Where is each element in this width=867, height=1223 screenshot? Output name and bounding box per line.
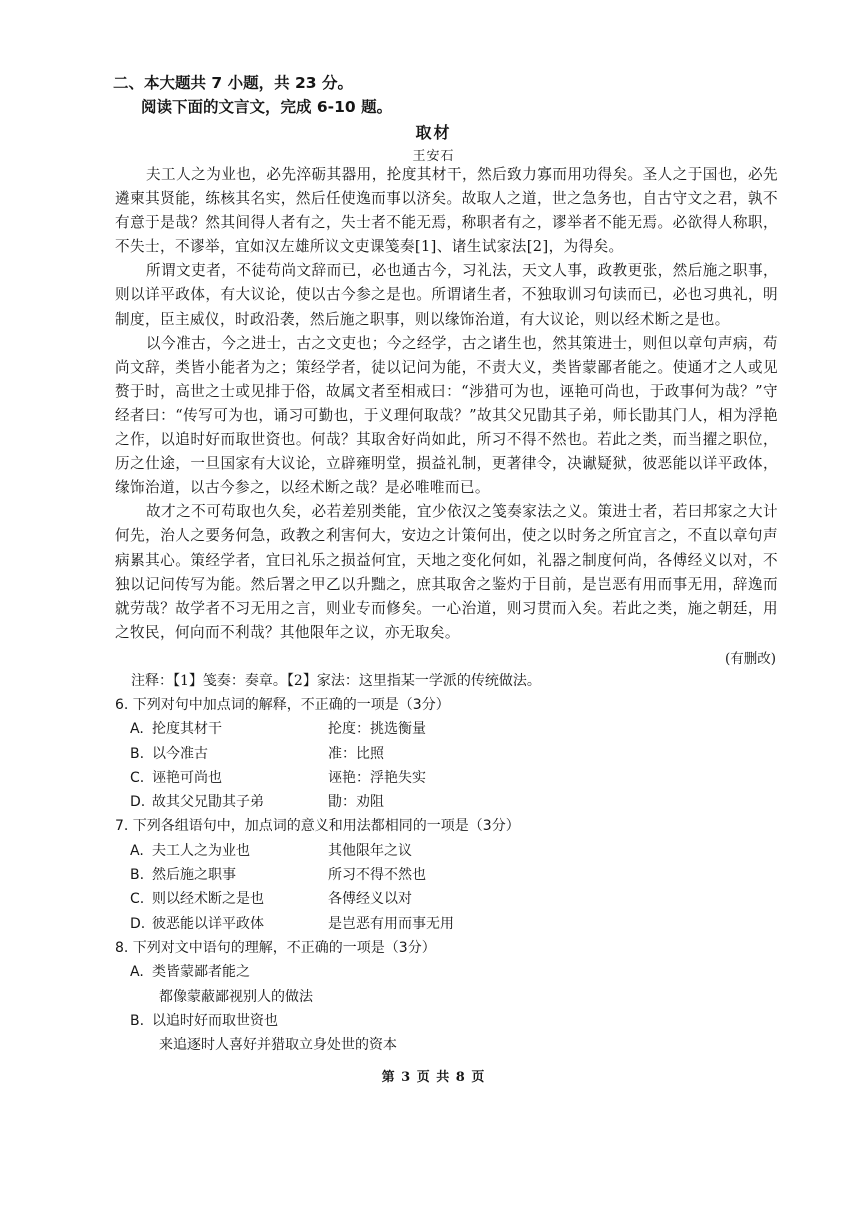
question-6-option-a[interactable] (115, 717, 755, 741)
option-gloss: 准：比照 (328, 745, 384, 762)
option-pair-sentence: 所习不得不然也 (328, 867, 426, 884)
question-7-option-c[interactable] (115, 887, 755, 911)
option-letter: B. (130, 745, 145, 762)
option-sentence: 故其父兄勖其子弟 (152, 794, 264, 811)
option-letter: A. (130, 721, 144, 738)
page-number: 第 3 页 共 8 页 (381, 1070, 486, 1085)
option-sentence: 诬艳可尚也 (152, 769, 222, 786)
passage-body (115, 163, 778, 645)
passage-author: 王安石 (412, 149, 455, 164)
question-7-option-b[interactable] (115, 863, 755, 887)
question-8-stem: 8. 下列对文中语句的理解，不正确的一项是（3分） (115, 939, 436, 956)
option-letter: C. (130, 891, 145, 908)
option-row (130, 960, 755, 984)
passage-paragraph-3: 以今准古，今之进士，古之文吏也；今之经学，古之诸生也，然其策进士，则但以章句声病，苟尚文辞，类皆小能者为之；策经学者，徒以记问为能，不责大义，类皆蒙鄙者能之。使通才之人或见赘于时，高世之士或见排于俗，故属文者至相戒曰：“涉猎可为也，诬艳可尚也，于政事何为哉？”守经者曰：“传写可为也，诵习可勤也，于义理何取哉？”故其父兄勖其子弟，师长勖其门人，相为浮艳之作，以追时好而取世资也。何哉？其取舍好尚如此，所习不得不然也。若此之类，而当擢之职位，历之仕途，一旦国家有大议论，立辟雍明堂，损益礼制，更著律令，决谳疑狱，彼恶能以详平政体，缘饰治道，以古今参之，以经术断之哉？是必唯唯而已。 (115, 334, 778, 497)
option-letter: C. (130, 769, 145, 786)
question-7-option-a[interactable] (115, 839, 755, 863)
option-pair-sentence: 其他限年之议 (328, 842, 412, 859)
passage-paragraph-1: 夫工人之为业也，必先淬砺其器用，抡度其材干，然后致力寡而用功得矣。圣人之于国也，必先遴柬其贤能，练核其名实，然后任使逸而事以济矣。故取人之道，世之急务也，自古守文之君，孰不有意于是哉？然其间得人者有之，失士者不能无焉，称职者有之，谬举者不能无焉。必欲得人称职，不失士，不谬举，宜如汉左雄所议文吏课笺奏[1]、诸生试家法[2]，为得矣。 (115, 166, 778, 256)
passage-paragraph-4: 故才之不可苟取也久矣，必若差别类能，宜少依汉之笺奏家法之义。策进士者，若曰邦家之大计何先，治人之要务何急，政教之利害何大，安边之计策何出，使之以时务之所宜言之，不直以章句声病累其心。策经学者，宜曰礼乐之损益何宜，天地之变化何如，礼器之制度何尚，各傅经义以对，不独以记问传写为能。然后署之甲乙以升黜之，庶其取舍之鉴灼于目前，是岂恶有用而事无用，辞逸而就劳哉？故学者不习无用之言，则业专而修矣。一心治道，则习贯而入矣。若此之类，施之朝廷，用之牧民，何向而不利哉？其他限年之议，亦无取矣。 (115, 503, 778, 641)
annotations: 注释：【1】笺奏：奏章。【2】家法：这里指某一学派的传统做法。 (131, 673, 541, 689)
question-6-option-b[interactable] (115, 742, 755, 766)
option-sentence: 然后施之职事 (152, 867, 236, 884)
source-note: (有删改) (724, 651, 776, 667)
option-gloss: 诬艳：浮艳失实 (328, 769, 426, 786)
passage-paragraph-2: 所谓文吏者，不徒苟尚文辞而已，必也通古今，习礼法，天文人事，政教更张，然后施之职事，则以详平政体，有大议论，使以古今参之是也。所谓诸生者，不独取训习句读而已，必也习典礼，明制度，臣主威仪，时政沿袭，然后施之职事，则以缘饰治道，有大议论，则以经术断之是也。 (115, 262, 778, 328)
option-sentence: 类皆蒙鄙者能之 (152, 964, 250, 981)
question-6-option-d[interactable] (115, 790, 755, 814)
option-letter: D. (130, 915, 146, 932)
reading-instruction: 阅读下面的文言文，完成 6-10 题。 (141, 98, 393, 116)
option-explanation: 来追逐时人喜好并猎取立身处世的资本 (159, 1037, 397, 1054)
option-sentence: 抡度其材干 (152, 721, 222, 738)
question-8-option-b[interactable] (115, 1009, 755, 1058)
option-sentence: 则以经术断之是也 (152, 891, 264, 908)
option-row (130, 1009, 755, 1033)
option-explanation: 都像蒙蔽鄙视别人的做法 (159, 988, 313, 1005)
option-sentence: 夫工人之为业也 (152, 842, 250, 859)
question-7-option-d[interactable] (115, 912, 755, 936)
option-pair-sentence: 各傅经义以对 (328, 891, 412, 908)
question-8-option-a[interactable] (115, 960, 755, 1009)
option-letter: B. (130, 1012, 145, 1029)
option-sentence: 彼恶能以详平政体 (152, 915, 264, 932)
option-gloss: 抡度：挑选衡量 (328, 721, 426, 738)
option-pair-sentence: 是岂恶有用而事无用 (328, 915, 454, 932)
question-6-option-c[interactable] (115, 766, 755, 790)
question-7-stem: 7. 下列各组语句中，加点词的意义和用法都相同的一项是（3分） (115, 818, 520, 835)
question-6-stem: 6. 下列对句中加点词的解释，不正确的一项是（3分） (115, 697, 450, 713)
option-gloss: 勖：劝阻 (328, 794, 384, 811)
option-letter: B. (130, 867, 145, 884)
questions-section (115, 693, 755, 1057)
option-sentence: 以追时好而取世资也 (152, 1012, 278, 1029)
section-heading: 二、本大题共 7 小题，共 23 分。 (113, 74, 353, 92)
option-sentence: 以今准古 (152, 745, 208, 762)
option-letter: D. (130, 794, 146, 811)
option-letter: A. (130, 964, 144, 981)
option-letter: A. (130, 842, 144, 859)
passage-title: 取材 (415, 123, 452, 142)
